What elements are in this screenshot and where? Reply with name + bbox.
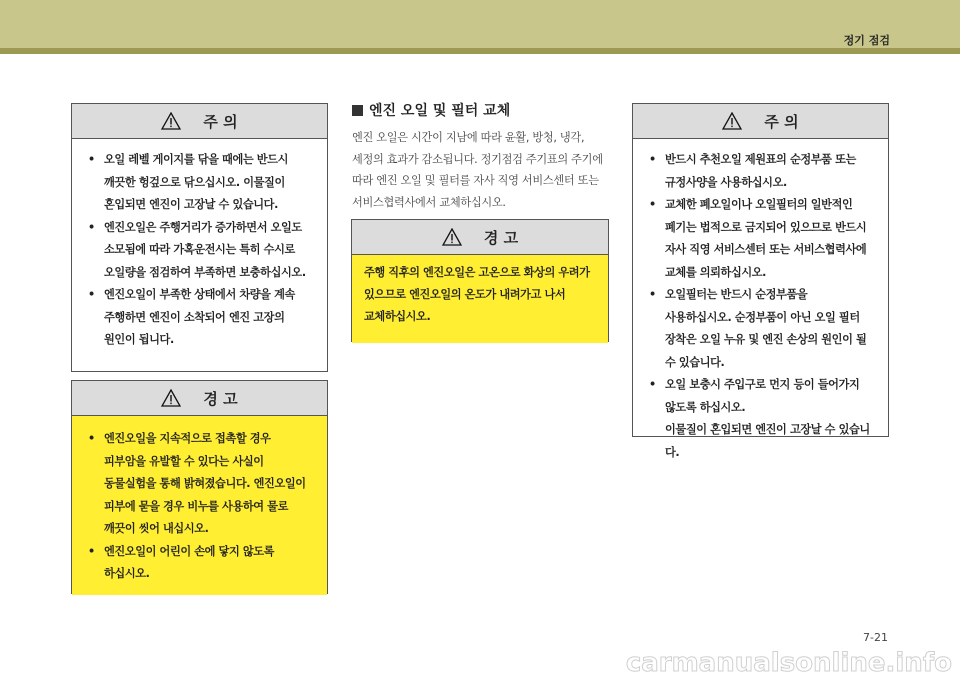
warning-text: 주행 직후의 엔진오일은 고온으로 화상의 우려가 있으므로 엔진오일의 온도가 내려가고 나서 교체하십시오. — [364, 266, 590, 323]
caution-box-left — [71, 103, 328, 372]
top-band — [0, 0, 960, 48]
caution-title: 주 의 — [203, 112, 238, 131]
intro-paragraph: 엔진 오일은 시간이 지남에 따라 윤활, 방청, 냉각, 세정의 효과가 감소됩니다. 정기점검 주기표의 주기에 따라 엔진 오일 및 필터를 자사 직영 서비스센터 또는 서비스협력사에서 교체하십시오. — [352, 131, 603, 209]
caution-title: 주 의 — [764, 112, 799, 131]
warning-body — [352, 255, 608, 343]
warning-item: • 엔진오일이 어린이 손에 닿지 않도록 하십시오. — [86, 541, 315, 586]
warning-triangle-icon — [161, 112, 181, 130]
caution-body — [633, 139, 888, 472]
warning-title: 경 고 — [483, 228, 519, 247]
warning-box-left — [71, 380, 328, 594]
warning-header — [352, 220, 608, 255]
caution-box-right — [632, 103, 889, 459]
caution-item: • 오일 보충시 주입구로 먼지 등이 들어가지 않도록 하십시오. — [647, 374, 876, 419]
top-band-rule — [0, 48, 960, 54]
warning-box-middle — [351, 219, 609, 342]
section-title: 정기 점검 — [843, 34, 890, 47]
caution-item: • 엔진오일은 주행거리가 증가하면서 오일도 소모됨에 따라 가혹운전시는 특히 수시로 오일량을 점검하여 부족하면 보충하십시오. — [86, 217, 315, 285]
warning-title: 경 고 — [203, 389, 238, 408]
page-number: 7-21 — [863, 631, 888, 644]
warning-triangle-icon — [442, 228, 462, 246]
warning-item: • 엔진오일을 지속적으로 접촉할 경우 피부암을 유발할 수 있다는 사실이 동물실험을 통해 밝혀졌습니다. 엔진오일이 피부에 묻을 경우 비누를 사용하여 물로 깨끗이 씻어 내십시오. — [86, 428, 315, 541]
watermark: carmanualsonline.info — [625, 648, 952, 678]
warning-body — [72, 416, 327, 595]
caution-header — [633, 104, 888, 139]
heading-text: 엔진 오일 및 필터 교체 — [369, 103, 511, 119]
caution-item: • 엔진오일이 부족한 상태에서 차량을 계속 주행하면 엔진이 소착되어 엔진 고장의 원인이 됩니다. — [86, 284, 315, 352]
section-heading — [352, 100, 612, 120]
caution-item: • 오일 레벨 게이지를 닦을 때에는 반드시 깨끗한 헝겊으로 닦으십시오. 이물질이 혼입되면 엔진이 고장날 수 있습니다. — [86, 149, 315, 217]
caution-item: • 교체한 폐오일이나 오일필터의 일반적인 폐기는 법적으로 금지되어 있으므로 반드시 자사 직영 서비스센터 또는 서비스협력사에 교체를 의뢰하십시오. — [647, 194, 876, 284]
warning-triangle-icon — [161, 389, 181, 407]
caution-header — [72, 104, 327, 139]
caution-item: • 오일필터는 반드시 순정부품을 사용하십시오. 순정부품이 아닌 오일 필터 장착은 오일 누유 및 엔진 손상의 원인이 될 수 있습니다. — [647, 284, 876, 374]
heading-square-icon — [352, 105, 363, 116]
caution-body — [72, 139, 327, 360]
warning-header — [72, 381, 327, 416]
caution-item: • 반드시 추천오일 제원표의 순정부품 또는 규정사양을 사용하십시오. — [647, 149, 876, 194]
caution-note: 이물질이 혼입되면 엔진이 고장날 수 있습니다. — [665, 423, 870, 459]
warning-triangle-icon — [722, 112, 742, 130]
